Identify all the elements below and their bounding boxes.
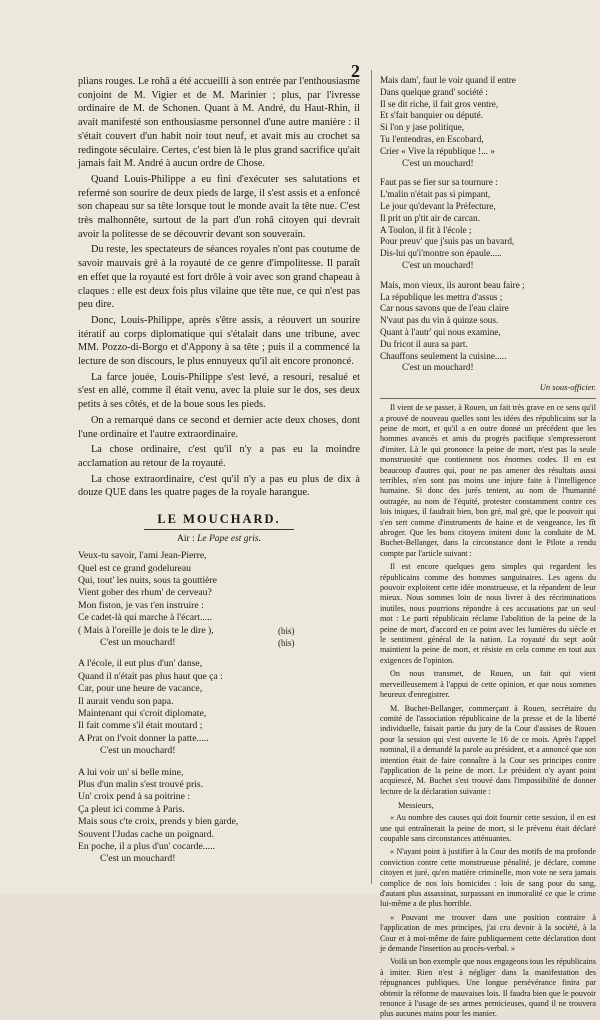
- article-paragraph: Quand Louis-Philippe a eu fini d'exécuter ses salutations et refermé son sourire de deux pieds de large, il s'est assis et a enfoncé son chapeau sur sa tête lorsque tout le monde avait la tête nue. C'est très malhonnête, surtout de la part d'un rohâ citoyen qui devrait avoir la politesse de se découvrir devant son souverain.: [78, 173, 360, 240]
- verse-line: Il se dit riche, il fait gros ventre,: [380, 98, 499, 109]
- song-title: LE MOUCHARD.: [157, 512, 281, 527]
- verse-line: Faut pas se fier sur sa tournure :: [380, 177, 498, 188]
- article-paragraph: Il vient de se passer, à Rouen, un fait très grave en ce sens qu'il a prouvé de nouveau quelles sont les idées des républicains sur la peine de mort, et qu'il a en outre donné un précédent que les hommes avancés et amis du progrès pacifique s'empresseront d'imiter. Là le qui prononce la peine de mort, n'est pas la seule monstruosité que contiennent nos énormes codes. Il en est beaucoup d'autres qui, pour ne pas amener des résultats aussi terribles, n'en sont pas moins une injure faite à l'intelligence humaine. Si donc des jurés tentent, au nom de l'humanité outragée, au nom de l'équité, protester constamment contre ces lois iniques, il faudrait bien, bon gré, mal gré, que le pouvoir qui s'en sert comme d'instruments de haine et de vengeance, les fît abroger. Que les bons citoyens imitent donc la conduite de M. Buchet-Bellanger, dans la circonstance dont le Pilote a rendu compte par l'article suivant :: [380, 403, 596, 558]
- verse-refrain: C'est un mouchard!: [100, 745, 176, 757]
- song-verse: [78, 658, 360, 757]
- verse-refrain: C'est un mouchard!: [402, 157, 474, 168]
- verse-line: Car, pour une heure de vacance,: [78, 683, 203, 695]
- section-rule: [380, 398, 596, 399]
- quoted-paragraph: « Au nombre des causes qui doit fournir cette session, il en est une qui entraînerait la peine de mort, si le prévenu était déclaré coupable sans circonstances atténuantes.: [380, 813, 596, 843]
- quoted-paragraph: « N'ayant point à justifier à la Cour des motifs de ma profonde conviction contre cette monstrueuse pénalité, je déclare, comme citoyen et juré, qu'en matière criminelle, mon vote ne sera jamais complice de nos lois homicides : lois de sang pour du sang, d'autant plus assassinat, surpassant en immoralité ce que le crime lui-même a de plus horrible.: [380, 847, 596, 909]
- article-paragraph: Il est encore quelques gens simples qui regardent les républicains comme des hommes sanguinaires. Les agens du pouvoir exploitent cette idée monstrueuse, et la répandent de leur mieux. Nous sommes loin de nous livrer à des récriminations inutiles, nous pourrions répondre à ces accusations par un seul mot : Le parti républicain réclame l'abolition de la peine de la peine de mort, d'accord en ce point avec les lumières du siècle et le sentiment général de la nation. La royauté du sept août maintient la peine de mort, et résiste en cela comme en tout aux exigences de l'opinion.: [380, 562, 596, 665]
- verse-line: Un' croix pend à sa poitrine :: [78, 791, 191, 803]
- verse-line: Quant à l'autr' qui nous examine,: [380, 326, 501, 337]
- verse-refrain: C'est un mouchard!: [100, 853, 176, 865]
- song-air: [78, 534, 360, 544]
- verse-line: Il prit un p'tit air de carcan.: [380, 212, 480, 223]
- verse-line: Le jour qu'devant la Préfecture,: [380, 200, 496, 211]
- verse-line: A Toulon, il fit à l'école ;: [380, 224, 472, 235]
- verse-line: Ça pleut ici comme à Paris.: [78, 803, 185, 815]
- right-column: [380, 75, 596, 1019]
- verse-line: Tu l'entendras, en Escobard,: [380, 133, 484, 144]
- verse-line: Quand il n'était pas plus haut que ça :: [78, 670, 223, 682]
- verse-line: [78, 625, 360, 637]
- verse-line: Ce cadet-là qui marche à l'écart.....: [78, 612, 213, 624]
- verse-line: A Prat on l'voit donner la patte.....: [78, 732, 209, 744]
- verse-line: A l'école, il eut plus d'un' danse,: [78, 658, 203, 670]
- verse-line: Et s'fait banquier ou député.: [380, 110, 483, 121]
- song-verse: [78, 550, 360, 649]
- verse-line: Quel est ce grand godelureau: [78, 562, 191, 574]
- verse-refrain: C'est un mouchard!: [402, 259, 474, 270]
- article-paragraph: La chose ordinaire, c'est qu'il n'y a pas eu la moindre acclamation au retour de la royauté.: [78, 444, 360, 469]
- verse-line: Souvent l'Judas cache un poignard.: [78, 828, 214, 840]
- verse-line: Pour preuv' que j'suis pas un bavard,: [380, 236, 515, 247]
- bis-marker: (bis): [278, 625, 295, 636]
- verse-line: N'vaut pas du vin à quinze sous.: [380, 315, 499, 326]
- verse-line-text: ( Mais à l'oreille je dois te le dire ),: [78, 624, 214, 636]
- song-verse: [380, 177, 596, 271]
- bis-marker: (bis): [278, 637, 295, 648]
- verse-line: Dis-lui qu'i'montre son épaule.....: [380, 248, 502, 259]
- verse-line: Du fricot il aura sa part.: [380, 338, 468, 349]
- verse-line: Maintenant qui s'croit diplomate,: [78, 707, 207, 719]
- article-paragraph: La farce jouée, Louis-Philippe s'est levé, a resouri, resalué et s'est en allé, comme il était venu, avec la pluie sur le dos, ses deux petits à ses côtés, et de la boue sous les pieds.: [78, 371, 360, 411]
- verse-line: A lui voir un' si belle mine,: [78, 766, 184, 778]
- song-verse: [78, 767, 360, 866]
- verse-line: Mais sous c'te croix, prends y bien garde,: [78, 816, 239, 828]
- verse-refrain: C'est un mouchard!: [402, 362, 474, 373]
- verse-line: Mon fiston, je vas t'en instruire :: [78, 599, 204, 611]
- verse-line: Veux-tu savoir, l'ami Jean-Pierre,: [78, 550, 207, 562]
- article-paragraph: La chose extraordinaire, c'est qu'il n'y a pas eu plus de dix à douze QUE dans les quatre pages de la royale harangue.: [78, 473, 360, 499]
- verse-line: Plus d'un malin s'est trouvé pris.: [78, 779, 204, 790]
- verse-line: La république les mettra d'assus ;: [380, 291, 503, 302]
- article-paragraph: On a remarqué dans ce second et dernier acte deux choses, dont l'une ordinaire et l'autre extraordinaire.: [78, 414, 360, 440]
- title-rule: [144, 529, 294, 530]
- verse-line: Si l'on y jase politique,: [380, 122, 465, 133]
- song-signature: Un sous-officier.: [539, 382, 596, 393]
- closing-paragraph: Voilà un bon exemple que nous engageons tous les républicains à imiter. Rien n'est à négliger dans la manifestation des répugnances publiques. Une longue persévérance finira par obtenir la réforme de mauvaises lois. Il faudra bien que le pouvoir renonce à l'usage de ses armes pernicieuses, quand il ne trouvera plus aucunes mains pour les manier.: [380, 957, 596, 1019]
- article-paragraph: Du reste, les spectateurs de séances royales n'ont pas coutume de savoir mauvais gré à la royauté de ce genre d'impolitesse. Il paraît en effet que la royauté est fort drôle à voir avec son grand chapeau à claques : elle est deux fois plus vilaine que tête nue, ce qui n'est pas peu dire.: [78, 244, 360, 311]
- song-verse: [380, 75, 596, 169]
- article-paragraph: On nous transmet, de Rouen, un fait qui vient merveilleusement à l'appui de cette opinion, et que nous sommes heureux d'enregistrer.: [380, 669, 596, 700]
- verse-line: Chauffons seulement la cuisine.....: [380, 350, 507, 361]
- article-paragraph: M. Buchet-Bellanger, commerçant à Rouen, secrétaire du comité de l'association républicaine de la presse et de la liberté individuelle, faisait partie du jury de la Cour d'assises de Rouen pour la session qui s'est ouverte le 16 de ce mois. Après l'appel nominal, il a demandé la parole au président, et a annoncé que son intention était de faire connaître à la Cour ses principes contre l'application de la peine de mort. Le président n'y ayant point acquiescé, M. Buchet s'est trouvé dans l'impossibilité de donner lecture de la déclaration suivante :: [380, 703, 596, 796]
- verse-line: Car nous savons que de l'eau claire: [380, 303, 509, 314]
- salutation: Messieurs,: [398, 801, 434, 811]
- song-verse: [380, 280, 596, 374]
- article-paragraph: plians rouges. Le rohâ a été accueilli à son entrée par l'enthousiasme conjoint de M. Vigier et de M. Marinier ; plus, par l'ivresse ordinaire de M. de Schonen. Quant à M. André, du Haut-Rhin, il avait manifesté son enthousiasme personnel d'une autre manière : il s'était couvert d'un habit noir tout neuf, et avait mis au crochet sa redingote séculaire. Certes, c'est bien là le plus grand sacrifice qu'ait jamais fait M. André à aucun ordre de Chose.: [78, 76, 360, 170]
- page-number: 2: [351, 61, 360, 81]
- verse-line: Crier « Vive la république !... »: [380, 145, 495, 156]
- left-column: [78, 75, 360, 886]
- air-name: Le Pape est gris.: [197, 534, 261, 545]
- verse-line: Dans quelque grand' société :: [380, 86, 488, 97]
- refrain-text: C'est un mouchard!: [100, 636, 176, 648]
- verse-line: Mais dam', faut le voir quand il entre: [380, 75, 516, 85]
- air-prefix: Air :: [177, 534, 195, 545]
- verse-line: Il aurait vendu son papa.: [78, 695, 174, 707]
- column-divider: [371, 70, 372, 884]
- verse-line: Mais, mon vieux, ils auront beau faire ;: [380, 279, 525, 290]
- verse-line: Qui, tout' les nuits, sous ta gouttière: [78, 574, 217, 586]
- article-paragraph: Donc, Louis-Philippe, après s'être assis, a réouvert un sourire itératif au corps diplomatique qui s'étalait dans une tribune, avec MM. Pozzo-di-Borgo et d'Appony à sa tête ; puis il a commencé la lecture de son discours, le plus ennuyeux qu'il ait encore prononcé.: [78, 314, 360, 368]
- verse-refrain: [78, 637, 360, 649]
- verse-line: L'malin n'était pas si pimpant,: [380, 189, 491, 200]
- quoted-paragraph: « Pouvant me trouver dans une position contraire à l'application de mes principes, j'ai cru devoir à la société, à la Cour et à moi-même de faire publiquement cette déclaration dont je demande l'insertion au procès-verbal. »: [380, 912, 596, 954]
- verse-line: Vient gober des rhum' de cerveau?: [78, 587, 212, 599]
- verse-line: Il fait comme s'il était moutard ;: [78, 720, 203, 732]
- verse-line: En poche, il a plus d'un' cocarde.....: [78, 841, 215, 853]
